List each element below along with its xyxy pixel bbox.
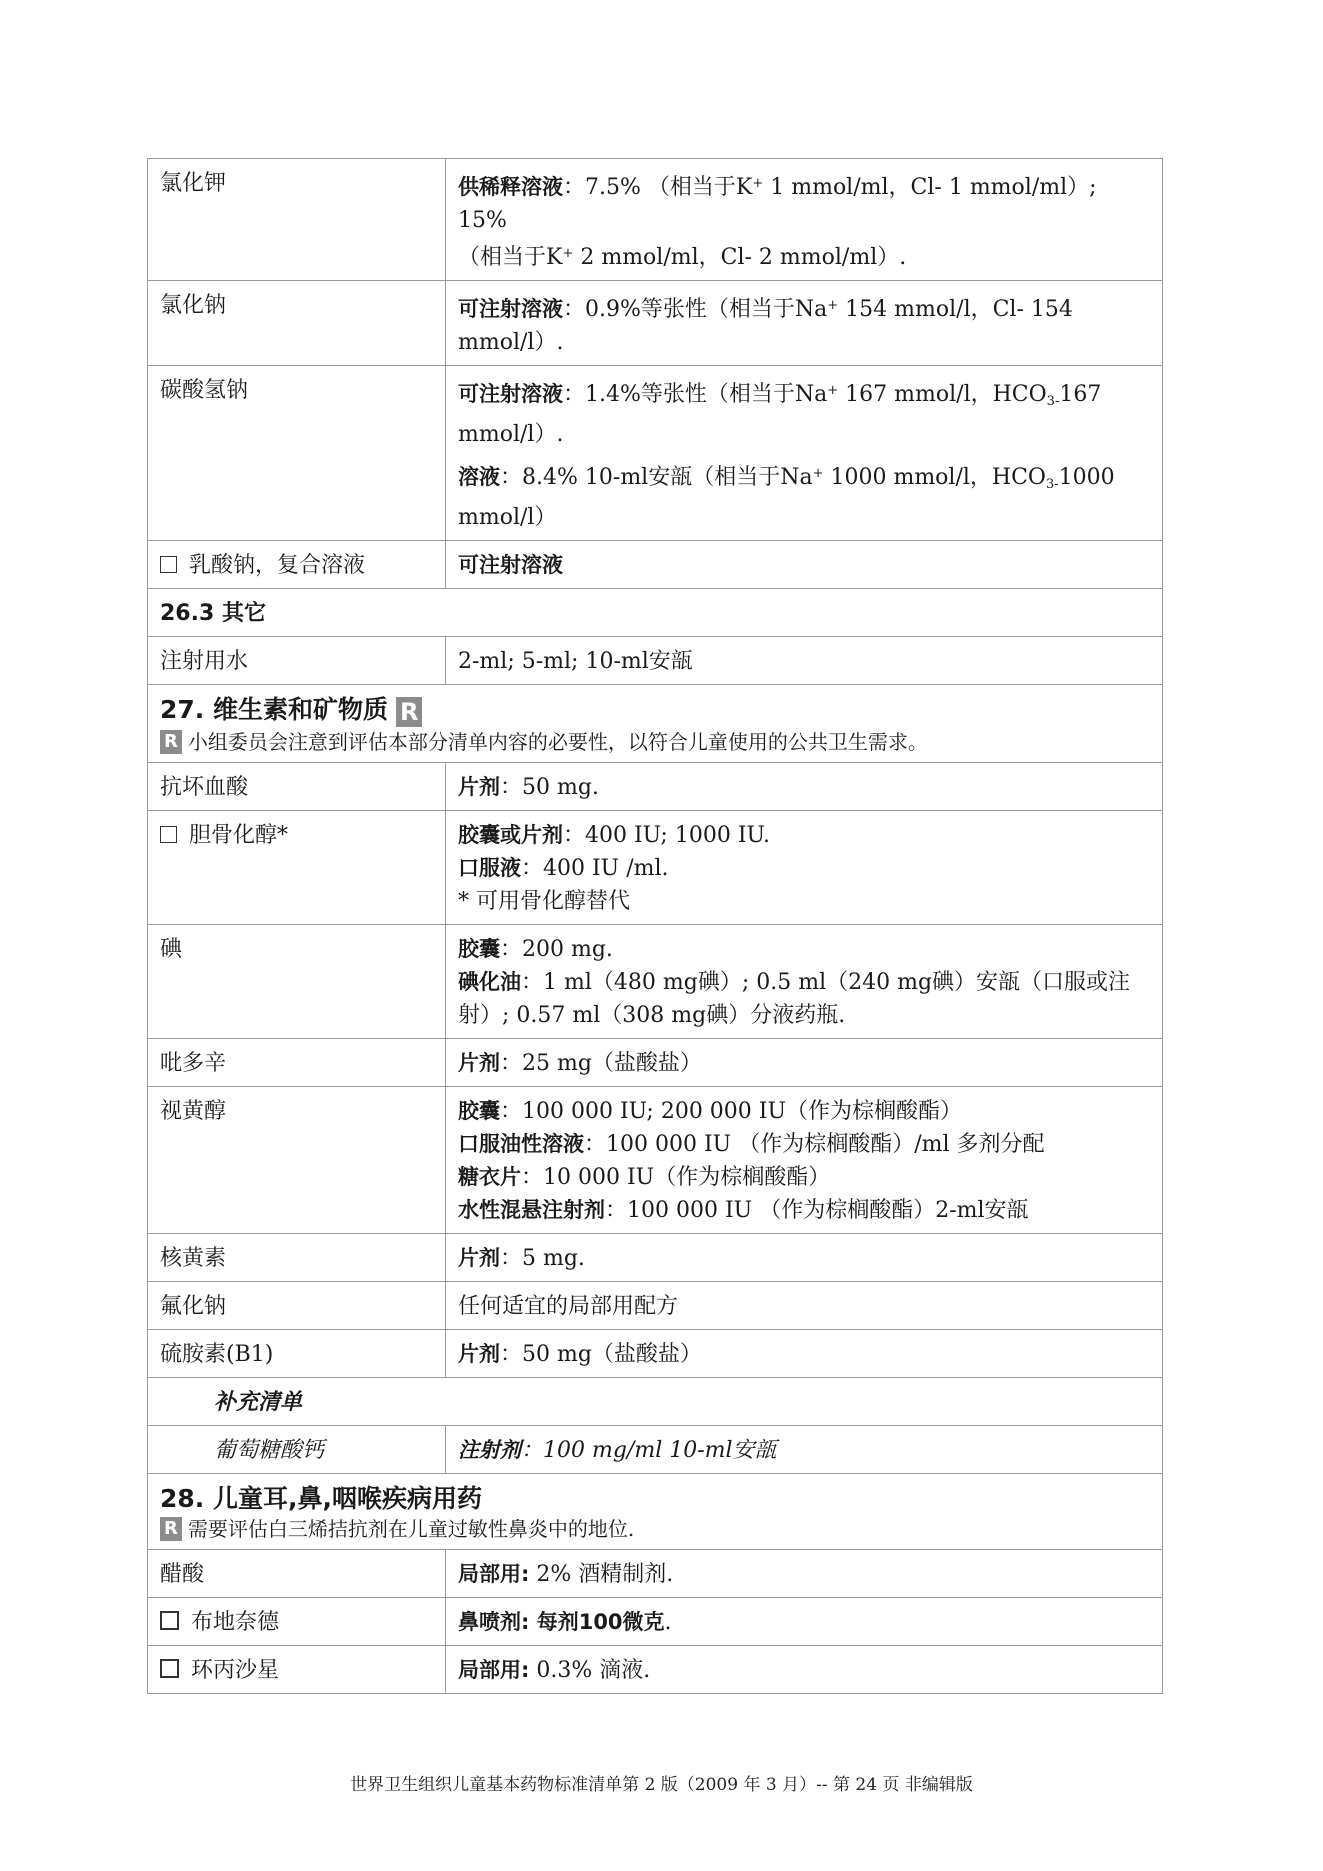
form-label: 可注射溶液 [458,382,563,406]
form-label: 注射剂 [458,1438,521,1462]
form-text: ：10 000 IU（作为棕榈酸酯） [521,1165,831,1190]
form-label: 片剂 [458,1246,500,1270]
superscript: + [827,383,839,398]
table-row [148,1282,1163,1330]
table-row [148,1087,1163,1234]
medicine-name: 吡多辛 [148,1039,446,1087]
form-text: 射）; 0.57 ml（308 mg碘）分液药瓶. [458,1003,846,1028]
medicine-name: 视黄醇 [148,1087,446,1234]
superscript: + [752,176,764,191]
medicine-name: 氯化钠 [148,281,446,366]
medicine-name [148,1646,446,1694]
medicine-name-text: 环丙沙星 [191,1658,280,1683]
section-note: 需要评估白三烯拮抗剂在儿童过敏性鼻炎中的地位. [187,1517,635,1541]
form-text: （相当于K [458,245,563,270]
form-note: * 可用骨化醇替代 [458,889,630,914]
page-footer: 世界卫生组织儿童基本药物标准清单第 2 版（2009 年 3 月）-- 第 24 页 非编辑版 [350,1775,973,1795]
section-row [148,589,1163,637]
medicine-form [446,366,1163,541]
form-text: ：50 mg. [500,775,599,800]
complementary-list-heading: 补充清单 [148,1378,1163,1426]
form-text: ：50 mg（盐酸盐） [500,1342,702,1367]
form-label: 胶囊 [458,1099,500,1123]
form-text: mmol/l） [458,505,557,530]
medicine-name: 氯化钾 [148,159,446,281]
medicine-form [446,1426,1163,1474]
medicine-form [446,763,1163,811]
medicine-name: 醋酸 [148,1550,446,1598]
form-label: 胶囊或片剂 [458,823,563,847]
form-label: 碘化油 [458,970,521,994]
form-text: 1000 mmol/l，HCO [823,465,1046,490]
form-label: 局部用: [458,1562,530,1586]
form-text: ：1.4%等张性（相当于Na [563,382,828,407]
form-text: ：7.5% （相当于K [563,175,753,200]
section-heading: 28. 儿童耳,鼻,咽喉疾病用药 [160,1484,482,1513]
form-text: 2% 酒精制剂. [529,1562,674,1587]
section-heading-cell [148,685,1163,763]
form-text: 0.3% 滴液. [529,1658,651,1683]
form-label: 糖衣片 [458,1165,521,1189]
review-badge-icon: R [160,730,182,754]
medicine-name: 抗坏血酸 [148,763,446,811]
form-label: 鼻喷剂: 每剂100微克 [458,1610,665,1634]
medicine-form [446,1087,1163,1234]
table-row [148,159,1163,281]
medicine-name: 硫胺素(B1) [148,1330,446,1378]
medicine-name: 注射用水 [148,637,446,685]
medicine-name-text: 胆骨化醇* [189,823,289,848]
superscript: + [562,246,574,261]
table-row [148,1039,1163,1087]
subsection-row [148,1378,1163,1426]
form-text: 1 mmol/ml，Cl- 1 mmol/ml）; 15% [458,175,1097,233]
table-row [148,1550,1163,1598]
medicine-form [446,541,1163,589]
table-row [148,1598,1163,1646]
form-text: ：5 mg. [500,1246,585,1271]
medicine-form [446,1039,1163,1087]
form-text: 1000 [1058,465,1115,490]
form-text: ：0.9%等张性（相当于Na [563,297,828,322]
form-label: 片剂 [458,1342,500,1366]
superscript: + [812,466,824,481]
form-text: 167 mmol/l，HCO [838,382,1047,407]
table-row [148,541,1163,589]
section-row [148,1474,1163,1550]
section-heading: 27. 维生素和矿物质 [160,695,388,724]
form-text: 167 [1059,382,1102,407]
table-row [148,925,1163,1039]
table-row [148,811,1163,925]
form-text: ：200 mg. [500,937,613,962]
review-badge-icon: R [396,697,422,727]
section-row [148,685,1163,763]
medicine-form [446,1598,1163,1646]
checkbox-icon [160,1659,179,1678]
form-text: ：1 ml（480 mg碘）; 0.5 ml（240 mg碘）安瓿（口服或注 [521,970,1131,995]
form-text: mmol/l）. [458,330,564,355]
medicine-name: 氟化钠 [148,1282,446,1330]
form-label: 口服油性溶液 [458,1132,584,1156]
medicine-form: 任何适宜的局部用配方 [446,1282,1163,1330]
form-label: 片剂 [458,775,500,799]
subscript: 3- [1046,394,1060,409]
medicine-name: 碘 [148,925,446,1039]
form-text: ：100 000 IU （作为棕榈酸酯）/ml 多剂分配 [584,1132,1045,1157]
medicine-form [446,159,1163,281]
form-label: 胶囊 [458,937,500,961]
section-heading: 26.3 其它 [148,589,1163,637]
form-text: ：100 mg/ml 10-ml安瓿 [521,1438,777,1463]
medicine-name [148,811,446,925]
section-note: 小组委员会注意到评估本部分清单内容的必要性，以符合儿童使用的公共卫生需求。 [187,730,928,754]
medicine-name: 核黄素 [148,1234,446,1282]
medicine-name: 葡萄糖酸钙 [148,1426,446,1474]
checkbox-icon [160,1611,179,1630]
table-row [148,281,1163,366]
table-row [148,366,1163,541]
medicine-name [148,1598,446,1646]
form-text: ：400 IU; 1000 IU. [563,823,771,848]
medicine-name: 碳酸氢钠 [148,366,446,541]
table-row [148,1330,1163,1378]
table-row [148,1646,1163,1694]
form-label: 溶液 [458,465,500,489]
review-badge-icon: R [160,1517,182,1541]
form-label: 可注射溶液 [458,297,563,321]
medicine-form [446,1234,1163,1282]
medicine-form [446,811,1163,925]
form-text: ：25 mg（盐酸盐） [500,1051,702,1076]
medicine-form [446,1646,1163,1694]
medicine-name-text: 乳酸钠，复合溶液 [189,553,366,578]
medicine-table [147,158,1163,1694]
table-row [148,637,1163,685]
form-text: . [664,1610,672,1635]
form-label: 可注射溶液 [458,553,563,577]
form-label: 水性混悬注射剂 [458,1198,605,1222]
form-text: ：100 000 IU; 200 000 IU（作为棕榈酸酯） [500,1099,963,1124]
checkbox-icon [160,826,177,843]
form-label: 供稀释溶液 [458,175,563,199]
form-text: mmol/l）. [458,422,564,447]
form-text: ：400 IU /ml. [521,856,669,881]
medicine-form [446,1330,1163,1378]
table-row [148,1234,1163,1282]
section-heading-cell [148,1474,1163,1550]
form-label: 片剂 [458,1051,500,1075]
medicine-name [148,541,446,589]
medicine-form [446,1550,1163,1598]
checkbox-icon [160,556,177,573]
table-row [148,1426,1163,1474]
subscript: 3- [1045,477,1059,492]
form-label: 局部用: [458,1658,530,1682]
form-label: 口服液 [458,856,521,880]
form-text: ：8.4% 10-ml安瓿（相当于Na [500,465,813,490]
superscript: + [827,298,839,313]
medicine-form [446,925,1163,1039]
medicine-form: 2-ml; 5-ml; 10-ml安瓿 [446,637,1163,685]
table-row [148,763,1163,811]
form-text: ：100 000 IU （作为棕榈酸酯）2-ml安瓿 [605,1198,1029,1223]
medicine-form [446,281,1163,366]
medicine-name-text: 布地奈德 [191,1610,280,1635]
form-text: 2 mmol/ml，Cl- 2 mmol/ml）. [573,245,907,270]
form-text: 154 mmol/l，Cl- 154 [838,297,1073,322]
